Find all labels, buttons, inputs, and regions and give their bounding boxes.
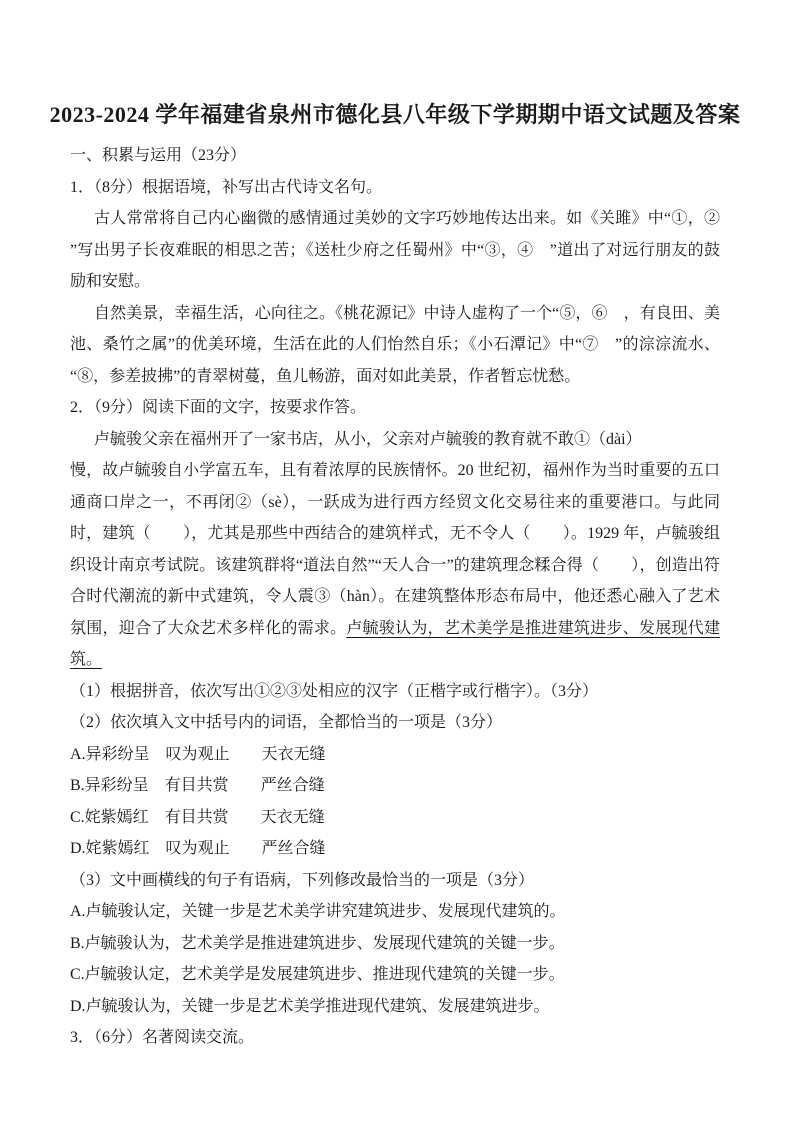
q2-sub3-option-c: C.卢毓骏认定，艺术美学是发展建筑进步、推进现代建筑的关键一步。 [70,966,565,983]
q2-sub3-option-b: B.卢毓骏认为，艺术美学是推进建筑进步、发展现代建筑的关键一步。 [70,934,565,952]
q2-sub2-option-c: C.姹紫嫣红 有目共赏 天衣无缝 [70,808,325,826]
q1-stem: 1．（8分）根据语境，补写出古代诗文名句。 [70,178,383,196]
page-title: 2023-2024 学年福建省泉州市德化县八年级下学期期中语文试题及答案 [49,102,741,127]
q2-sub2-option-a: A.异彩纷呈 叹为观止 天衣无缝 [70,745,326,763]
q3-stem: 3．（6分）名著阅读交流。 [70,1029,255,1046]
section-heading: 一、积累与运用（23分） [70,147,247,164]
q2-sub2-option-d: D.姹紫嫣红 叹为观止 严丝合缝 [70,840,326,857]
q2-passage-first-line: 卢毓骏父亲在福州开了一家书店，从小，父亲对卢毓骏的教育就不敢①（dài） [94,430,642,448]
q2-sub3-option-d: D.卢毓骏认为，关键一步是艺术美学推进现代建筑、发展建筑进步。 [70,997,550,1015]
q1-paragraph-2: 自然美景，幸福生活，心向往之。《桃花源记》中诗人虚构了一个“⑤，⑥ ，有良田、美池、桑竹之属”的优美环境，生活在此的人们怡然自乐；《小石潭记》中“⑦ ”的淙淙流水、“⑧，参差披拂”的青翠树蔓，鱼儿畅游，面对如此美景，作者暂忘忧愁。 [70,304,720,385]
q2-stem: 2．（9分）阅读下面的文字，按要求作答。 [70,399,367,416]
q2-subquestion-2: （2）依次填入文中括号内的词语，全都恰当的一项是（3分） [70,714,503,731]
q2-passage-body: 慢，故卢毓骏自小学富五车，且有着浓厚的民族情怀。20 世纪初，福州作为当时重要的五口通商口岸之一，不再闭②（sè），一跃成为进行西方经贸文化交易往来的重要港口。与此同时，建筑（ ），尤其是那些中西结合的建筑样式，无不令人（ ）。1929 年，卢毓骏组织设计南京考试院。该建筑群将“道法自然”“天人合一”的建筑理念糅合得（ ），创造出符合时代潮流的新中式建筑，令人震③（hàn）。在建筑整体形态布局中，他还悉心融入了艺术氛围，迎合了大众艺术多样化的需求。 [70,462,720,637]
q1-paragraph-1: 古人常常将自己内心幽微的感情通过美妙的文字巧妙地传达出来。如《关雎》中“①，② ”写出男子长夜难眠的相思之苦；《送杜少府之任蜀州》中“③，④ ”道出了对远行朋友的鼓励和安慰。 [70,210,737,290]
q2-subquestion-1: （1）根据拼音，依次写出①②③处相应的汉字（正楷字或行楷字）。（3分） [70,682,599,700]
q2-passage [70,424,720,676]
q2-sub3-option-a: A.卢毓骏认定，关键一步是艺术美学讲究建筑进步、发展现代建筑的。 [70,903,566,920]
q2-subquestion-3: （3）文中画横线的句子有语病，下列修改最恰当的一项是（3分） [70,871,535,889]
q2-sub2-option-b: B.异彩纷呈 有目共赏 严丝合缝 [70,777,325,794]
q2-passage-underlined-clause: 卢毓骏认为，艺术美学是推进建筑进步、发展现代建筑。 [70,619,720,668]
